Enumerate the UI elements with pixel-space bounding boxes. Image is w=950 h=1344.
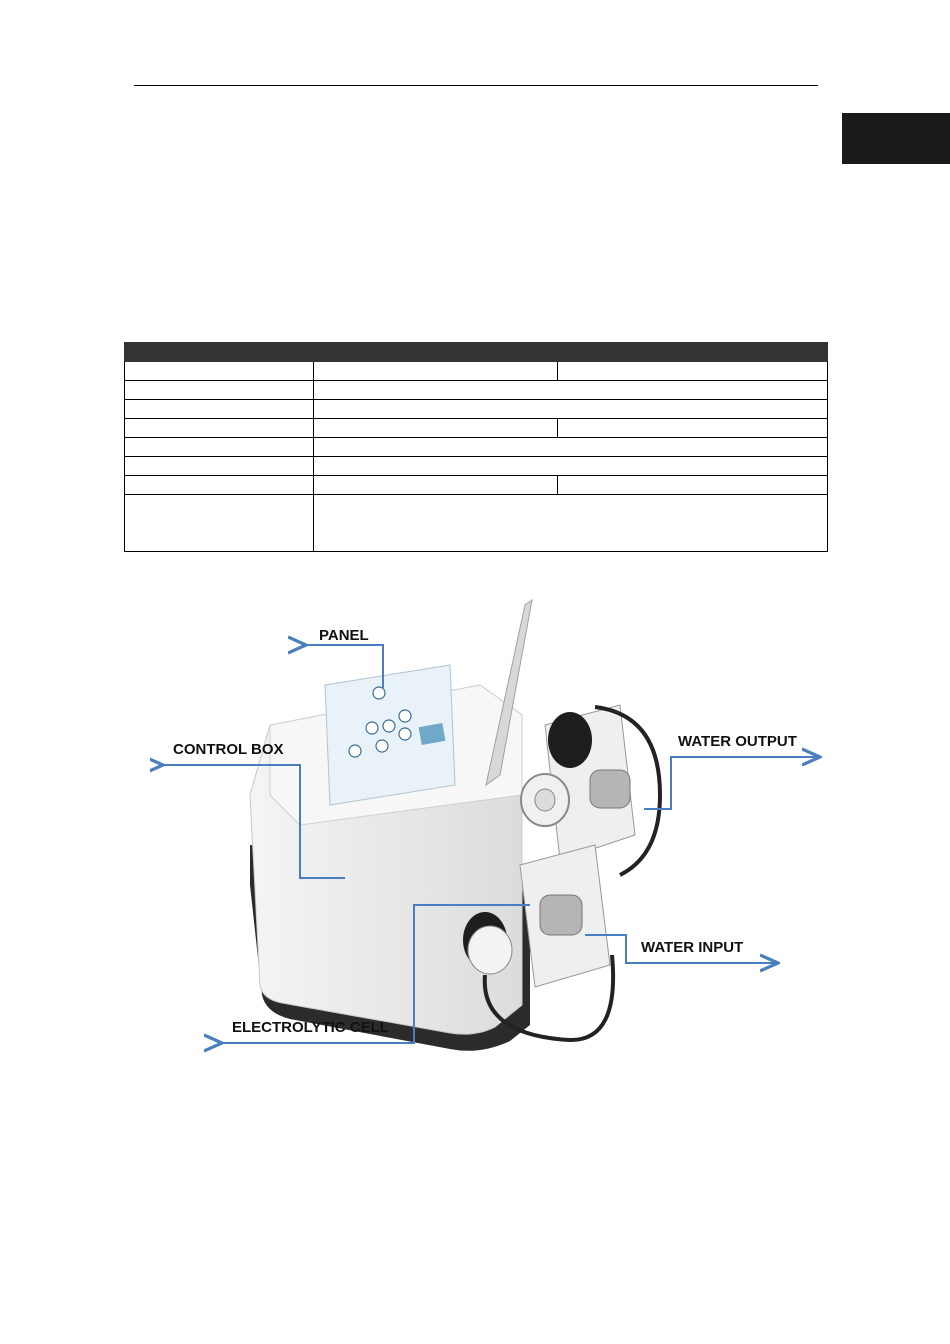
table-row bbox=[125, 438, 828, 457]
panel-label: PANEL bbox=[319, 627, 369, 644]
control-panel bbox=[325, 665, 455, 805]
table-row bbox=[125, 476, 828, 495]
spec-table bbox=[124, 342, 828, 552]
water-output-label: WATER OUTPUT bbox=[678, 733, 797, 750]
water-output-callout-line bbox=[644, 757, 820, 809]
device-illustration bbox=[150, 595, 830, 1065]
control-box-label: CONTROL BOX bbox=[173, 741, 284, 758]
table-row bbox=[125, 400, 828, 419]
water-input-label: WATER INPUT bbox=[641, 939, 744, 956]
header-rule bbox=[134, 85, 818, 86]
section-tab bbox=[842, 113, 950, 164]
table-row bbox=[125, 457, 828, 476]
table-row bbox=[125, 495, 828, 552]
table-header-row bbox=[125, 343, 828, 362]
table-row bbox=[125, 419, 828, 438]
electrolytic-cell-label: ELECTROLYTIC CELL bbox=[232, 1019, 389, 1036]
table-row bbox=[125, 381, 828, 400]
table-row bbox=[125, 362, 828, 381]
